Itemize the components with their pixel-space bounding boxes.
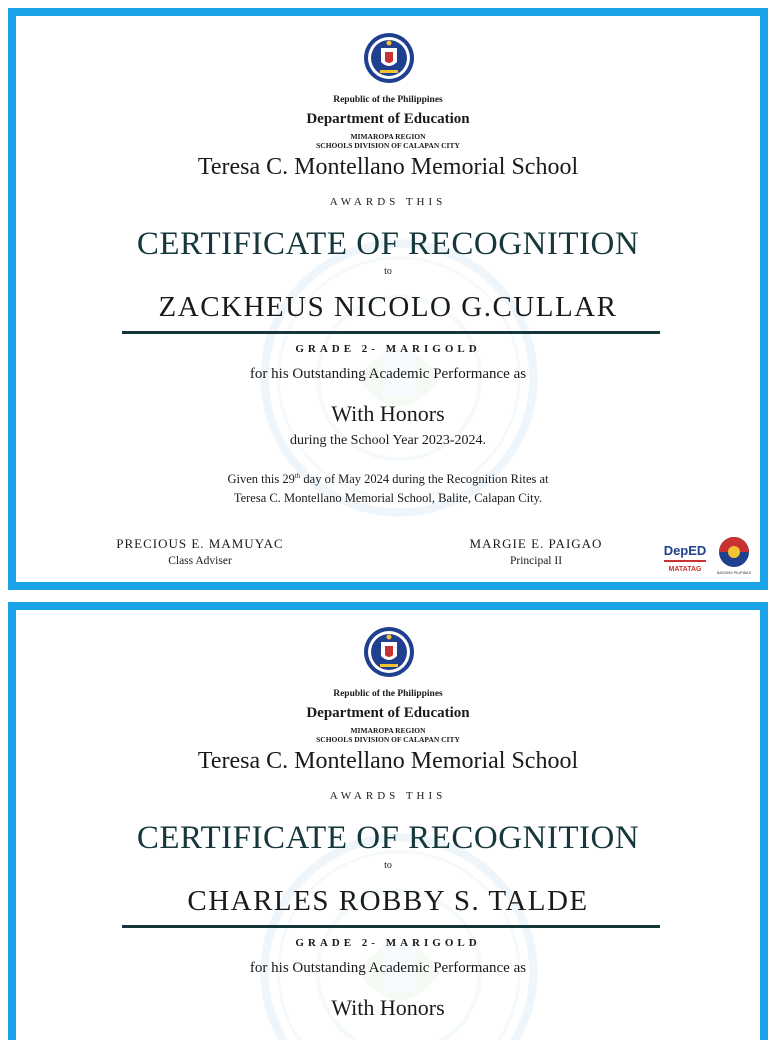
honor-title: With Honors [331, 401, 445, 426]
given-rest: day of May 2024 during the Recognition Rites at [300, 472, 549, 487]
honor-title: With Honors [331, 995, 445, 1020]
given-suffix: th [294, 472, 301, 480]
deped-logo-text: DepED [663, 543, 707, 558]
school-year: during the School Year 2023-2024. [290, 433, 486, 448]
school-name: Teresa C. Montellano Memorial School [197, 154, 579, 180]
signatory-principal [436, 536, 636, 567]
matatag-logo-text: MATATAG [668, 566, 702, 573]
given-date-line [16, 472, 760, 487]
division-label: SCHOOLS DIVISION OF CALAPAN CITY [316, 141, 460, 150]
award-purpose: for his Outstanding Academic Performance as [249, 960, 527, 976]
given-location-line: Teresa C. Montellano Memorial School, Balite, Calapan City. [233, 491, 543, 505]
signatory-role: Class Adviser [168, 555, 232, 567]
bagong-pilipinas-logo [714, 534, 754, 576]
certificate-title: CERTIFICATE OF RECOGNITION [136, 820, 640, 856]
certificate-1 [8, 8, 768, 590]
recipient-name: ZACKHEUS NICOLO G.CULLAR [158, 291, 618, 323]
deped-matatag-logo [662, 538, 708, 574]
to-label: to [384, 860, 392, 871]
award-purpose: for his Outstanding Academic Performance as [249, 366, 527, 382]
awards-this-label: AWARDS THIS [329, 790, 447, 802]
recipient-name: CHARLES ROBBY S. TALDE [187, 885, 589, 917]
awards-this-label: AWARDS THIS [329, 196, 447, 208]
name-underline [122, 331, 660, 334]
deped-seal-icon [363, 626, 415, 678]
grade-section: GRADE 2- MARIGOLD [295, 937, 481, 949]
region-label: MIMAROPA REGION [350, 132, 426, 141]
name-underline [122, 925, 660, 928]
bagong-logo-text: BAGONG PILIPINAS [717, 571, 751, 575]
certificate-title: CERTIFICATE OF RECOGNITION [136, 226, 640, 262]
republic-label: Republic of the Philippines [333, 689, 443, 699]
given-prefix: Given this 29 [227, 472, 295, 487]
school-name: Teresa C. Montellano Memorial School [197, 748, 579, 774]
signatory-name: MARGIE E. PAIGAO [469, 536, 603, 551]
signatory-adviser [88, 536, 312, 567]
certificate-2 [8, 602, 768, 1040]
deped-seal-icon [363, 32, 415, 84]
to-label: to [384, 266, 392, 277]
grade-section: GRADE 2- MARIGOLD [295, 343, 481, 355]
republic-label: Republic of the Philippines [333, 95, 443, 105]
department-label: Department of Education [306, 111, 470, 127]
signatory-role: Principal II [509, 555, 563, 567]
department-label: Department of Education [306, 705, 470, 721]
division-label: SCHOOLS DIVISION OF CALAPAN CITY [316, 735, 460, 744]
region-label: MIMAROPA REGION [350, 726, 426, 735]
signatory-name: PRECIOUS E. MAMUYAC [116, 536, 284, 551]
